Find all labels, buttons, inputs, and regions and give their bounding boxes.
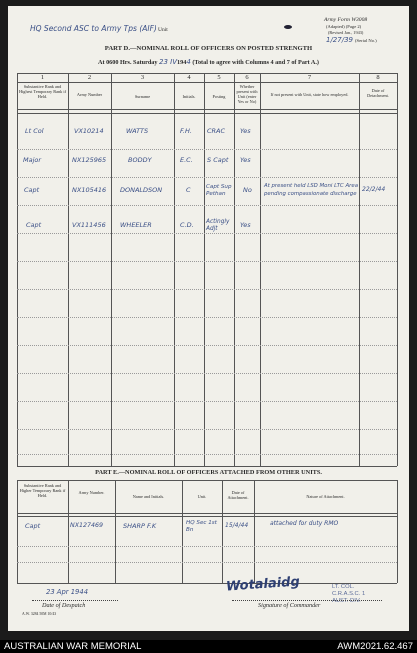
e-col-header: Nature of Attachment.	[306, 494, 345, 499]
col-header: Army Number	[76, 92, 103, 97]
unit-handwritten: HQ Second ASC to Army Tps (AIF)	[30, 24, 157, 33]
cell-rank: Capt	[26, 221, 42, 229]
serial-label: (Serial No.)	[355, 38, 377, 43]
cell-initials: C.D.	[180, 221, 194, 229]
despatch-handwritten: 23 Apr 1944	[46, 588, 89, 596]
form-sheet	[8, 6, 409, 631]
grid-line	[17, 516, 397, 517]
serial-handwritten: 1/27/39	[326, 36, 353, 44]
col-header: Surname	[134, 94, 151, 99]
grid-line	[68, 73, 69, 466]
e-col-header: Army Number.	[78, 490, 105, 495]
rule-line	[17, 454, 397, 455]
form-adapted: (Adapted) (Page 2)	[326, 24, 362, 29]
col-number: 6	[245, 74, 249, 81]
grid-line	[222, 480, 223, 583]
col-header: Date of Detachment.	[367, 88, 389, 98]
cell-present: Yes	[240, 156, 251, 164]
subtitle-year: 194	[177, 59, 187, 66]
grid-line	[174, 73, 175, 466]
cell-initials: E.C.	[180, 156, 193, 164]
rule-line	[17, 317, 397, 318]
rule-line	[17, 562, 397, 563]
grid-line	[359, 73, 360, 466]
commander-label: Signature of Commander	[258, 602, 321, 609]
rule-line	[17, 546, 397, 547]
cell-rank: Capt	[24, 186, 40, 194]
grid-line	[182, 480, 183, 583]
caption-right: AWM2021.62.467	[337, 641, 413, 652]
cell-surname: DONALDSON	[120, 186, 163, 194]
form-title: Army Form W3008	[324, 17, 368, 23]
ink-blot	[284, 25, 292, 29]
cell-posting: Capt Sup Pethan	[206, 184, 232, 197]
cell-initials: C	[186, 186, 191, 194]
form-revised: (Revised Jan., 1943)	[328, 30, 364, 35]
cell-army-number: VX111456	[72, 221, 106, 229]
col-number: 2	[87, 74, 92, 81]
grid-line	[234, 73, 235, 466]
grid-line	[254, 480, 255, 583]
rule-line	[17, 261, 397, 262]
e-cell-rank: Capt	[25, 522, 41, 530]
cell-employed: At present held LSD Moni LTC Area pending compassionate discharge	[264, 183, 359, 197]
subtitle-prefix: At 0600 Hrs. Saturday	[98, 59, 158, 66]
grid-line	[17, 480, 397, 481]
rule-line	[17, 345, 397, 346]
col-header: If not present with Unit, state how employed.	[270, 92, 349, 97]
rule-line	[17, 177, 397, 178]
e-col-header: Unit.	[197, 494, 207, 499]
grid-line	[111, 73, 112, 466]
col-number: 4	[187, 74, 191, 81]
grid-line	[260, 73, 261, 466]
commander-signature: Wotalaidg	[225, 574, 301, 595]
grid-line	[115, 480, 116, 583]
e-cell-nature: attached for duty RMO	[270, 520, 339, 527]
grid-line	[397, 73, 398, 466]
grid-line	[68, 480, 69, 583]
grid-line	[397, 480, 398, 583]
cell-surname: WATTS	[126, 127, 149, 135]
cell-army-number: NX125965	[72, 156, 107, 164]
part-d-subtitle	[8, 58, 409, 66]
rule-line	[17, 205, 397, 206]
rule-line	[17, 429, 397, 430]
cell-posting: Actingly Adjt	[206, 219, 230, 232]
grid-line	[204, 73, 205, 466]
e-cell-date: 15/4/44	[225, 522, 249, 529]
col-number: 8	[376, 74, 380, 81]
cell-present: No	[243, 186, 252, 194]
e-col-header: Date of Attachment.	[227, 490, 249, 500]
cell-posting: CRAC	[207, 127, 226, 135]
rule-line	[17, 233, 397, 234]
col-header: Substantive Rank and Highest Temporary Rank if Held.	[19, 84, 66, 99]
col-number: 7	[307, 74, 312, 81]
rule-line	[17, 149, 397, 150]
rule-line	[17, 289, 397, 290]
grid-line	[17, 82, 397, 83]
e-col-header: Name and Initials.	[132, 494, 165, 499]
signature-line	[232, 600, 382, 601]
cell-army-number: VX10214	[74, 127, 104, 135]
cell-rank: Lt Col	[25, 127, 44, 135]
e-cell-name: SHARP F.K	[123, 522, 157, 530]
grid-line	[17, 513, 397, 514]
col-header: Initials.	[182, 94, 196, 99]
rank-stamp: LT. COL. C.R.A.S.C. 1 AUST. DIV.	[332, 584, 366, 604]
cell-present: Yes	[240, 127, 251, 135]
grid-line	[17, 480, 18, 583]
year-handwritten: 4	[186, 58, 191, 66]
cell-posting: S Capt	[207, 156, 229, 164]
grid-line	[17, 466, 397, 467]
cell-army-number: NX105416	[72, 186, 107, 194]
subtitle-suffix: (Total to agree with Columns 4 and 7 of Part A.)	[192, 59, 319, 66]
part-e-title: PART E.—NOMINAL ROLL OF OFFICERS ATTACHED FROM OTHER UNITS.	[95, 469, 322, 476]
e-cell-unit: HQ Sec 1st Bn	[186, 520, 217, 533]
cell-surname: WHEELER	[120, 221, 152, 229]
grid-line	[17, 73, 18, 466]
cell-detach-date: 22/2/44	[362, 186, 386, 193]
e-cell-army-number: NX127469	[70, 522, 104, 529]
despatch-line	[32, 600, 118, 601]
date-handwritten: 23 IV	[159, 58, 178, 66]
col-header: Posting	[212, 94, 226, 99]
col-number: 1	[40, 74, 45, 81]
rule-line	[17, 401, 397, 402]
print-code: A.W. 3284 50M 10/43	[22, 612, 57, 616]
caption-bar	[0, 640, 417, 653]
col-header: Whether present with Unit (enter Yes or No)	[236, 84, 258, 104]
grid-line	[17, 113, 397, 114]
col-number: 3	[140, 74, 145, 81]
cell-initials: F.H.	[180, 127, 192, 135]
rule-line	[17, 373, 397, 374]
grid-line	[17, 109, 397, 110]
col-number: 5	[217, 74, 221, 81]
cell-present: Yes	[240, 221, 251, 229]
caption-left: AUSTRALIAN WAR MEMORIAL	[4, 641, 142, 652]
unit-label: Unit	[158, 27, 168, 33]
cell-surname: BODDY	[128, 156, 152, 164]
e-col-header: Substantive Rank and Higher Temporary Rank if Held.	[19, 483, 66, 498]
cell-rank: Major	[23, 156, 42, 164]
despatch-label: Date of Despatch	[42, 602, 86, 609]
part-d-title: PART D.—NOMINAL ROLL OF OFFICERS ON POSTED STRENGTH	[104, 45, 313, 52]
